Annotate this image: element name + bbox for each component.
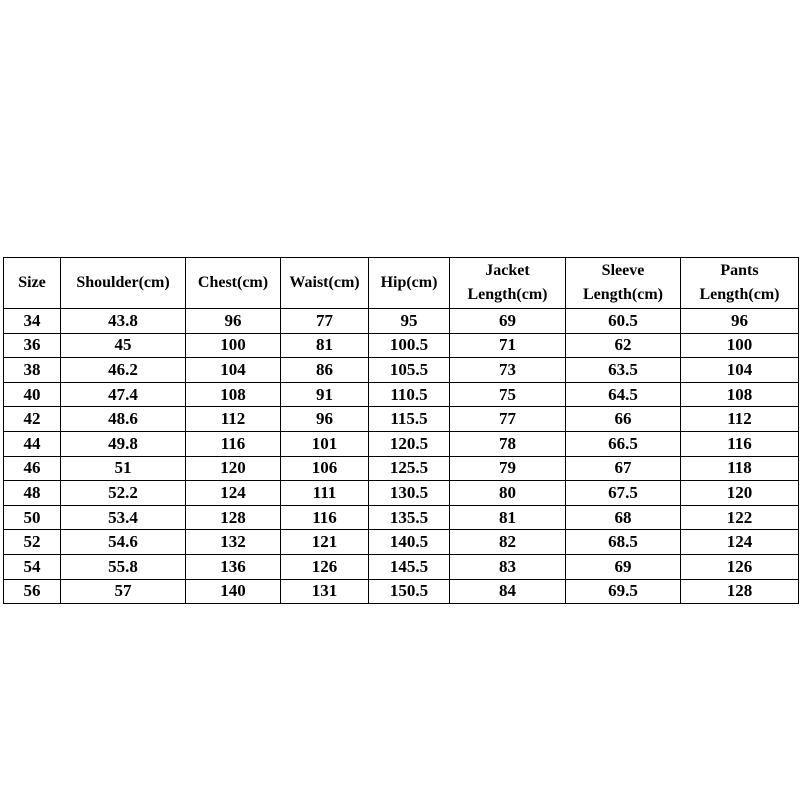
cell-chest: 108 (186, 382, 281, 407)
header-sleeve-length (566, 258, 681, 309)
cell-waist: 86 (281, 358, 369, 383)
table-header (4, 258, 799, 309)
cell-shoulder: 47.4 (61, 382, 186, 407)
cell-shoulder: 53.4 (61, 505, 186, 530)
cell-jacket-length: 75 (450, 382, 566, 407)
cell-pants-length: 120 (681, 481, 799, 506)
cell-sleeve-length: 67 (566, 456, 681, 481)
cell-sleeve-length: 60.5 (566, 309, 681, 334)
cell-waist: 81 (281, 333, 369, 358)
cell-chest: 120 (186, 456, 281, 481)
cell-chest: 140 (186, 579, 281, 604)
header-jacket-length (450, 258, 566, 309)
cell-chest: 96 (186, 309, 281, 334)
cell-jacket-length: 80 (450, 481, 566, 506)
cell-jacket-length: 79 (450, 456, 566, 481)
cell-waist: 96 (281, 407, 369, 432)
cell-hip: 115.5 (369, 407, 450, 432)
cell-shoulder: 57 (61, 579, 186, 604)
cell-jacket-length: 77 (450, 407, 566, 432)
table-row (4, 505, 799, 530)
cell-chest: 116 (186, 431, 281, 456)
cell-shoulder: 48.6 (61, 407, 186, 432)
cell-hip: 140.5 (369, 530, 450, 555)
cell-sleeve-length: 69 (566, 554, 681, 579)
cell-hip: 145.5 (369, 554, 450, 579)
cell-waist: 101 (281, 431, 369, 456)
header-pants-length-line: Length(cm) (699, 286, 780, 303)
cell-size: 48 (4, 481, 61, 506)
cell-sleeve-length: 62 (566, 333, 681, 358)
cell-size: 44 (4, 431, 61, 456)
cell-sleeve-length: 68.5 (566, 530, 681, 555)
cell-chest: 100 (186, 333, 281, 358)
table-row (4, 309, 799, 334)
cell-sleeve-length: 68 (566, 505, 681, 530)
table-row (4, 431, 799, 456)
cell-pants-length: 112 (681, 407, 799, 432)
cell-hip: 120.5 (369, 431, 450, 456)
cell-pants-length: 118 (681, 456, 799, 481)
cell-waist: 106 (281, 456, 369, 481)
cell-hip: 125.5 (369, 456, 450, 481)
table-body (4, 309, 799, 604)
cell-size: 54 (4, 554, 61, 579)
cell-chest: 128 (186, 505, 281, 530)
cell-shoulder: 52.2 (61, 481, 186, 506)
cell-sleeve-length: 66.5 (566, 431, 681, 456)
cell-pants-length: 108 (681, 382, 799, 407)
cell-waist: 126 (281, 554, 369, 579)
table-row (4, 456, 799, 481)
cell-size: 36 (4, 333, 61, 358)
cell-jacket-length: 81 (450, 505, 566, 530)
cell-pants-length: 128 (681, 579, 799, 604)
cell-waist: 77 (281, 309, 369, 334)
header-jacket-length-line: Jacket (485, 262, 530, 279)
cell-hip: 110.5 (369, 382, 450, 407)
cell-waist: 91 (281, 382, 369, 407)
cell-chest: 132 (186, 530, 281, 555)
header-sleeve-length-line: Sleeve (601, 262, 645, 279)
cell-hip: 130.5 (369, 481, 450, 506)
cell-jacket-length: 69 (450, 309, 566, 334)
table-row (4, 481, 799, 506)
cell-size: 52 (4, 530, 61, 555)
cell-pants-length: 116 (681, 431, 799, 456)
cell-jacket-length: 73 (450, 358, 566, 383)
cell-pants-length: 96 (681, 309, 799, 334)
cell-shoulder: 55.8 (61, 554, 186, 579)
table-row (4, 554, 799, 579)
size-chart-table (3, 257, 799, 604)
header-waist-line: Waist(cm) (289, 274, 360, 291)
header-jacket-length-line: Length(cm) (467, 286, 548, 303)
cell-chest: 112 (186, 407, 281, 432)
header-size (4, 258, 61, 309)
cell-pants-length: 104 (681, 358, 799, 383)
cell-chest: 104 (186, 358, 281, 383)
cell-jacket-length: 84 (450, 579, 566, 604)
cell-jacket-length: 78 (450, 431, 566, 456)
header-sleeve-length-line: Length(cm) (583, 286, 663, 303)
cell-sleeve-length: 66 (566, 407, 681, 432)
cell-shoulder: 54.6 (61, 530, 186, 555)
cell-shoulder: 51 (61, 456, 186, 481)
table-row (4, 530, 799, 555)
header-row (4, 258, 799, 309)
cell-hip: 105.5 (369, 358, 450, 383)
header-pants-length-line: Pants (720, 262, 759, 279)
cell-shoulder: 43.8 (61, 309, 186, 334)
header-hip-line: Hip(cm) (380, 274, 438, 291)
cell-hip: 150.5 (369, 579, 450, 604)
cell-jacket-length: 83 (450, 554, 566, 579)
cell-waist: 131 (281, 579, 369, 604)
table-row (4, 358, 799, 383)
cell-shoulder: 45 (61, 333, 186, 358)
cell-size: 40 (4, 382, 61, 407)
cell-shoulder: 49.8 (61, 431, 186, 456)
header-size-line: Size (18, 274, 46, 291)
header-shoulder (61, 258, 186, 309)
table-row (4, 407, 799, 432)
cell-shoulder: 46.2 (61, 358, 186, 383)
cell-size: 38 (4, 358, 61, 383)
table-row (4, 382, 799, 407)
table-row (4, 579, 799, 604)
cell-hip: 95 (369, 309, 450, 334)
cell-waist: 121 (281, 530, 369, 555)
cell-sleeve-length: 63.5 (566, 358, 681, 383)
table-row (4, 333, 799, 358)
cell-chest: 136 (186, 554, 281, 579)
header-pants-length (681, 258, 799, 309)
header-shoulder-line: Shoulder(cm) (76, 274, 170, 291)
cell-pants-length: 124 (681, 530, 799, 555)
header-chest-line: Chest(cm) (197, 274, 269, 291)
cell-hip: 100.5 (369, 333, 450, 358)
cell-pants-length: 100 (681, 333, 799, 358)
cell-chest: 124 (186, 481, 281, 506)
cell-pants-length: 122 (681, 505, 799, 530)
cell-pants-length: 126 (681, 554, 799, 579)
header-chest (186, 258, 281, 309)
cell-size: 34 (4, 309, 61, 334)
cell-waist: 116 (281, 505, 369, 530)
cell-sleeve-length: 64.5 (566, 382, 681, 407)
cell-hip: 135.5 (369, 505, 450, 530)
header-hip (369, 258, 450, 309)
cell-waist: 111 (281, 481, 369, 506)
cell-size: 46 (4, 456, 61, 481)
cell-size: 56 (4, 579, 61, 604)
cell-size: 42 (4, 407, 61, 432)
header-waist (281, 258, 369, 309)
cell-sleeve-length: 69.5 (566, 579, 681, 604)
cell-jacket-length: 71 (450, 333, 566, 358)
cell-jacket-length: 82 (450, 530, 566, 555)
cell-size: 50 (4, 505, 61, 530)
cell-sleeve-length: 67.5 (566, 481, 681, 506)
